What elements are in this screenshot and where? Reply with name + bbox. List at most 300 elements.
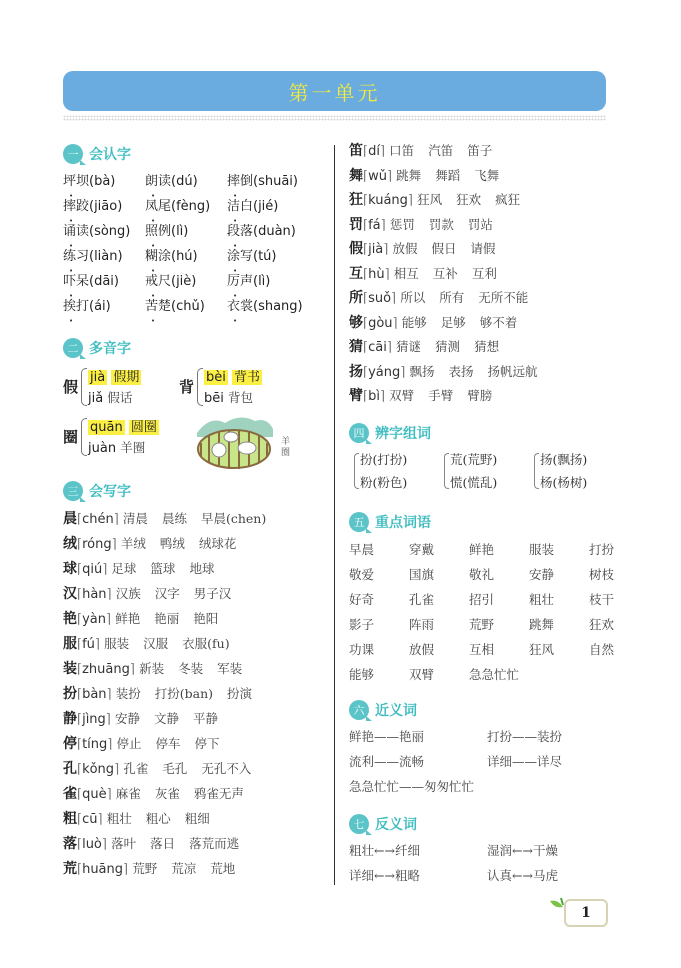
word: 地球 [189, 561, 215, 576]
char: 停 [63, 736, 77, 752]
polyphone-char: 背 [179, 378, 195, 396]
pinyin: jiǎ [88, 391, 104, 406]
char: 猜 [349, 339, 363, 355]
antonym-pair: 详细←→粗略 [349, 868, 420, 883]
key-word: 功课 [349, 642, 375, 657]
word-group [394, 266, 511, 281]
reading-2 [88, 438, 145, 456]
bracket-close: ⌉ [102, 562, 112, 577]
word: 落荒而逃 [189, 836, 240, 851]
bracket-close: ⌉ [107, 737, 117, 752]
synonym-pair: 鲜艳——艳丽 [349, 729, 425, 744]
word: 军装 [217, 661, 243, 676]
word-group [409, 364, 551, 379]
recognize-char-item: • 苦楚(chǔ) [145, 296, 227, 318]
word-group [389, 143, 506, 158]
word-2: 慌(慌乱) [450, 475, 498, 490]
bracket-close: ⌉ [106, 687, 116, 702]
pinyin: tíng [82, 737, 108, 752]
char: 艳 [63, 611, 77, 627]
word: 无所不能 [478, 290, 529, 305]
bracket-close: ⌉ [114, 762, 124, 777]
char: 笛 [349, 143, 363, 159]
dotted-divider [63, 115, 606, 121]
word: 打扮(ban) [154, 686, 214, 701]
section-title: 近义词 [375, 703, 417, 719]
bracket-close: ⌉ [105, 612, 116, 627]
section-number-badge: 一 [63, 144, 83, 164]
write-char-row [63, 633, 244, 655]
pinyin: cū [82, 812, 98, 827]
bracket-close: ⌉ [101, 837, 112, 852]
word: 篮球 [150, 561, 176, 576]
antonym-row [349, 840, 572, 862]
list-row [63, 221, 309, 243]
bracket-open: ⌈ [363, 291, 369, 306]
word: 鸦雀无声 [193, 786, 244, 801]
char: 晨 [63, 511, 77, 527]
bracket-open: ⌈ [77, 837, 83, 852]
pinyin: quān [90, 420, 123, 435]
char: 绒 [63, 536, 77, 552]
word-group [121, 536, 251, 551]
section-number-badge: 六 [349, 700, 369, 720]
word: 艳丽 [154, 611, 180, 626]
key-word: 招引 [469, 592, 495, 607]
reading-2 [204, 388, 253, 406]
word: 猜谜 [396, 339, 422, 354]
key-word: 放假 [409, 642, 435, 657]
key-word: 孔雀 [409, 592, 435, 607]
word-1: 扮(打扮) [360, 452, 408, 467]
pinyin: fá [368, 217, 381, 233]
word: 停止 [116, 736, 142, 751]
key-word: 互相 [469, 642, 495, 657]
bracket-close: ⌉ [380, 217, 390, 233]
write-char-row [349, 214, 507, 236]
pinyin: hàn [82, 587, 107, 602]
unit-title-banner [63, 71, 606, 111]
section-6-header [349, 699, 417, 721]
bracket-close: ⌉ [392, 315, 402, 331]
brace-icon [197, 368, 203, 406]
bracket-open: ⌈ [77, 687, 83, 702]
pinyin: kǒng [82, 762, 115, 777]
write-char-row [63, 583, 245, 605]
bracket-close: ⌉ [129, 662, 140, 677]
char: 所 [349, 290, 363, 306]
char: 互 [349, 265, 363, 282]
word-2: 粉(粉色) [360, 475, 408, 490]
bracket-open: ⌈ [77, 862, 83, 877]
word: 飘扬 [409, 363, 435, 379]
illustration-caption: 羊圈 [281, 437, 291, 458]
word-group [396, 168, 513, 183]
word-group [111, 561, 228, 576]
word: 扮演 [227, 686, 253, 701]
pinyin: bàn [82, 687, 107, 702]
bracket-open: ⌈ [363, 217, 369, 233]
recognize-char-item: • 戒尺(jiè) [145, 271, 227, 293]
word-group [123, 761, 265, 776]
key-word: 阵雨 [409, 617, 435, 632]
word: 足球 [111, 561, 137, 576]
bracket-open: ⌈ [77, 812, 83, 827]
reading-1 [88, 366, 141, 385]
bracket-close: ⌉ [386, 168, 397, 184]
word: 所以 [400, 290, 426, 305]
key-word: 国旗 [409, 567, 435, 582]
word-group [111, 836, 253, 851]
section-number-badge: 四 [349, 423, 369, 443]
recognize-char-item: • 练习(liàn) [63, 246, 145, 268]
key-word: 枝干 [589, 592, 615, 607]
key-word: 自然 [589, 642, 615, 657]
write-char-row [63, 608, 232, 630]
key-words-row [349, 539, 649, 561]
write-char-row [63, 658, 256, 680]
bracket-open: ⌈ [77, 537, 83, 552]
write-char-row [63, 683, 266, 705]
distinguish-group [444, 450, 529, 494]
key-word: 粗壮 [529, 592, 555, 607]
synonym-pair: 详细——详尽 [487, 754, 563, 769]
section-title: 辨字组词 [375, 426, 431, 442]
list-row [63, 271, 309, 293]
word: 衣服(fu) [182, 636, 230, 651]
polyphone-item [63, 416, 173, 460]
key-word: 狂欢 [589, 617, 615, 632]
write-char-row [63, 783, 258, 805]
bracket-close: ⌉ [123, 862, 133, 877]
recognize-char-item: • 糊涂(hú) [145, 246, 227, 268]
bracket-open: ⌈ [363, 168, 369, 184]
word: 艳阳 [193, 611, 219, 626]
word: 惩罚 [389, 216, 415, 232]
word: 装扮 [115, 686, 141, 701]
word: 假日 [431, 241, 457, 256]
bracket-open: ⌈ [363, 242, 369, 257]
char: 粗 [63, 811, 77, 827]
recognize-char-item: • 涂写(tú) [227, 246, 309, 268]
antonym-pair: 认真←→马虎 [487, 868, 558, 883]
pinyin: zhuāng [82, 662, 130, 677]
bracket-close: ⌉ [379, 144, 390, 159]
bracket-close: ⌉ [94, 637, 105, 652]
word: 落日 [150, 836, 176, 851]
synonym-pair: 流利——流畅 [349, 754, 425, 769]
write-char-row [63, 808, 224, 830]
section-1-header [63, 143, 131, 165]
synonym-row [349, 726, 576, 748]
recognize-char-item: • 凤尾(fèng) [145, 196, 227, 218]
distinguish-group [534, 450, 619, 494]
pinyin: chén [82, 512, 114, 527]
key-word: 急急忙忙 [469, 667, 520, 682]
word: 猜想 [474, 339, 500, 354]
bracket-open: ⌈ [77, 662, 83, 677]
bracket-close: ⌉ [386, 340, 397, 355]
key-word: 早晨 [349, 542, 375, 557]
column-divider [334, 145, 335, 885]
word-group [115, 611, 232, 626]
list-row [63, 171, 309, 193]
word: 无孔不入 [201, 761, 252, 776]
write-char-row [63, 533, 250, 555]
write-char-row [349, 312, 531, 334]
word: 荒地 [210, 861, 236, 876]
key-word: 跳舞 [529, 617, 555, 632]
pinyin: bēi [204, 391, 224, 406]
leaf-icon [549, 897, 565, 913]
char: 汉 [63, 586, 77, 602]
write-char-row [63, 833, 253, 855]
word: 早晨(chen) [200, 511, 267, 526]
antonym-pair: 粗壮←→纤细 [349, 843, 420, 858]
word-1: 扬(飘扬) [540, 452, 588, 467]
key-word: 树枝 [589, 567, 615, 582]
key-word: 安静 [529, 567, 555, 582]
word: 鸭绒 [159, 536, 185, 551]
key-word: 鲜艳 [469, 542, 495, 557]
unit-title: 第一单元 [288, 80, 381, 105]
write-char-row [349, 238, 510, 260]
word-2: 杨(杨树) [540, 475, 588, 490]
section-2-header [63, 337, 131, 359]
section-number-badge: 七 [349, 814, 369, 834]
bracket-open: ⌈ [77, 637, 83, 652]
word: 罚款 [428, 216, 454, 232]
word-group [123, 511, 280, 526]
word: 疯狂 [495, 192, 521, 207]
word-group [115, 711, 232, 726]
bracket-close: ⌉ [111, 537, 121, 552]
section-title: 重点词语 [375, 515, 431, 531]
bracket-close: ⌉ [400, 364, 410, 380]
word: 猜测 [435, 339, 461, 354]
word: 罚站 [467, 216, 493, 232]
bracket-close: ⌉ [105, 712, 116, 727]
word: 足够 [440, 314, 466, 330]
word: 汉字 [154, 586, 180, 601]
pinyin: bèi [206, 370, 226, 385]
pinyin: què [82, 787, 107, 802]
word-group [104, 636, 243, 651]
bracket-open: ⌈ [363, 266, 369, 282]
bracket-open: ⌈ [77, 762, 83, 777]
word: 手臂 [428, 388, 454, 403]
pinyin: yàn [82, 612, 106, 627]
key-word: 能够 [349, 667, 375, 682]
word: 背书 [234, 370, 261, 385]
sheep-pen-illustration [195, 413, 273, 471]
brace-icon [354, 453, 359, 489]
word: 晨练 [161, 511, 187, 526]
word: 荒凉 [171, 861, 197, 876]
reading-2 [88, 388, 132, 406]
key-words-row [349, 614, 649, 636]
recognize-char-item: • 诵读(sòng) [63, 221, 145, 243]
word: 相互 [393, 265, 419, 281]
word-group [116, 586, 246, 601]
bracket-close: ⌉ [106, 587, 116, 602]
write-char-row [349, 287, 542, 309]
recognize-char-item: • 厉声(lì) [227, 271, 309, 293]
write-char-row [349, 385, 506, 407]
char: 臂 [349, 388, 363, 404]
pinyin: fú [82, 637, 95, 652]
bracket-close: ⌉ [97, 812, 107, 827]
word: 羊圈 [120, 440, 146, 455]
word: 汉服 [143, 636, 169, 651]
word: 笛子 [467, 143, 493, 158]
word-group [393, 241, 510, 256]
key-word: 影子 [349, 617, 375, 632]
pinyin: suǒ [368, 291, 392, 306]
word: 停车 [155, 736, 181, 751]
pinyin: huāng [82, 862, 124, 877]
recognize-char-item: • 摔跤(jiāo) [63, 196, 145, 218]
reading-1 [204, 366, 262, 385]
bracket-open: ⌈ [77, 712, 83, 727]
key-word: 狂风 [529, 642, 555, 657]
bracket-close: ⌉ [391, 291, 401, 306]
word: 停下 [194, 736, 220, 751]
word: 落叶 [111, 836, 137, 851]
pinyin: cāi [368, 340, 387, 355]
recognize-char-item: • 段落(duàn) [227, 221, 309, 243]
write-char-row [349, 336, 513, 358]
word: 绒球花 [198, 536, 237, 551]
recognize-char-item: • 朗读(dú) [145, 171, 227, 193]
synonym-pair: 打扮——装扮 [487, 729, 563, 744]
word: 麻雀 [115, 786, 141, 801]
word: 背包 [228, 390, 254, 405]
char: 静 [63, 711, 77, 727]
char: 扮 [63, 686, 77, 702]
write-char-row [349, 165, 513, 187]
word: 孔雀 [123, 761, 149, 776]
key-words-row [349, 564, 649, 586]
write-char-row [63, 858, 249, 880]
char: 孔 [63, 761, 77, 777]
section-title: 多音字 [89, 341, 131, 357]
word: 冬装 [178, 661, 204, 676]
pinyin: bì [368, 389, 380, 404]
section-number-badge: 二 [63, 338, 83, 358]
char: 舞 [349, 167, 363, 184]
pinyin: dí [368, 144, 380, 159]
char: 服 [63, 636, 77, 652]
write-char-row [63, 758, 265, 780]
word-group [116, 786, 258, 801]
write-char-row [349, 263, 511, 285]
word: 新装 [139, 661, 165, 676]
bracket-open: ⌈ [363, 364, 369, 380]
bracket-close: ⌉ [113, 512, 123, 527]
pinyin: róng [82, 537, 112, 552]
section-3-header [63, 480, 131, 502]
word: 能够 [401, 314, 427, 330]
polyphone-char: 圈 [63, 428, 79, 446]
word: 服装 [104, 636, 130, 651]
word: 灰雀 [154, 786, 180, 801]
word: 请假 [470, 241, 496, 256]
write-char-row [349, 361, 552, 383]
word: 荒野 [132, 861, 158, 876]
word: 扬帆远航 [487, 363, 538, 379]
polyphone-item [63, 366, 173, 410]
word: 互补 [432, 265, 458, 281]
char: 落 [63, 836, 77, 852]
word: 放假 [392, 241, 418, 256]
word-group [417, 192, 534, 207]
word: 跳舞 [396, 167, 422, 183]
bracket-open: ⌈ [77, 612, 83, 627]
key-words-row [349, 639, 649, 661]
pinyin: jìng [82, 712, 106, 727]
key-word: 双臂 [409, 667, 435, 682]
char: 扬 [349, 363, 363, 380]
antonym-pair: 湿润←→干燥 [487, 843, 558, 858]
word-group [402, 315, 532, 330]
bracket-open: ⌈ [77, 562, 83, 577]
word-group [389, 388, 506, 403]
word: 表扬 [448, 363, 474, 379]
char: 雀 [63, 786, 77, 802]
bracket-close: ⌉ [384, 266, 394, 282]
word: 假期 [113, 370, 140, 385]
brace-icon [81, 418, 87, 456]
recognize-char-item: • 衣裳(shang) [227, 296, 309, 318]
bracket-close: ⌉ [383, 242, 393, 257]
recognize-char-item: • 照例(lì) [145, 221, 227, 243]
key-words-row [349, 664, 573, 686]
key-word: 打扮 [589, 542, 615, 557]
section-7-header [349, 813, 417, 835]
word: 羊绒 [120, 536, 146, 551]
key-words-row [349, 589, 649, 611]
word-group [132, 861, 249, 876]
word: 狂欢 [456, 192, 482, 207]
word: 双臂 [389, 388, 415, 403]
list-row [63, 246, 309, 268]
reading-1 [88, 416, 159, 435]
key-word: 敬礼 [469, 567, 495, 582]
word-group [107, 811, 224, 826]
word: 口笛 [389, 143, 415, 158]
list-row [63, 196, 309, 218]
char: 球 [63, 561, 77, 577]
word: 清晨 [122, 511, 148, 526]
polyphone-char: 假 [63, 378, 79, 396]
word-1: 荒(荒野) [450, 452, 498, 467]
write-char-row [63, 508, 280, 530]
recognize-char-item: • 挨打(ái) [63, 296, 145, 318]
word-group [390, 217, 507, 232]
pinyin: kuáng [368, 193, 408, 208]
char: 罚 [349, 216, 363, 233]
write-char-row [63, 733, 234, 755]
pinyin: yáng [368, 364, 401, 380]
char: 够 [349, 314, 363, 331]
section-5-header [349, 511, 431, 533]
word: 男子汉 [193, 586, 232, 601]
distinguish-group [354, 450, 439, 494]
word: 所有 [439, 290, 465, 305]
section-title: 反义词 [375, 817, 417, 833]
word: 鲜艳 [115, 611, 141, 626]
